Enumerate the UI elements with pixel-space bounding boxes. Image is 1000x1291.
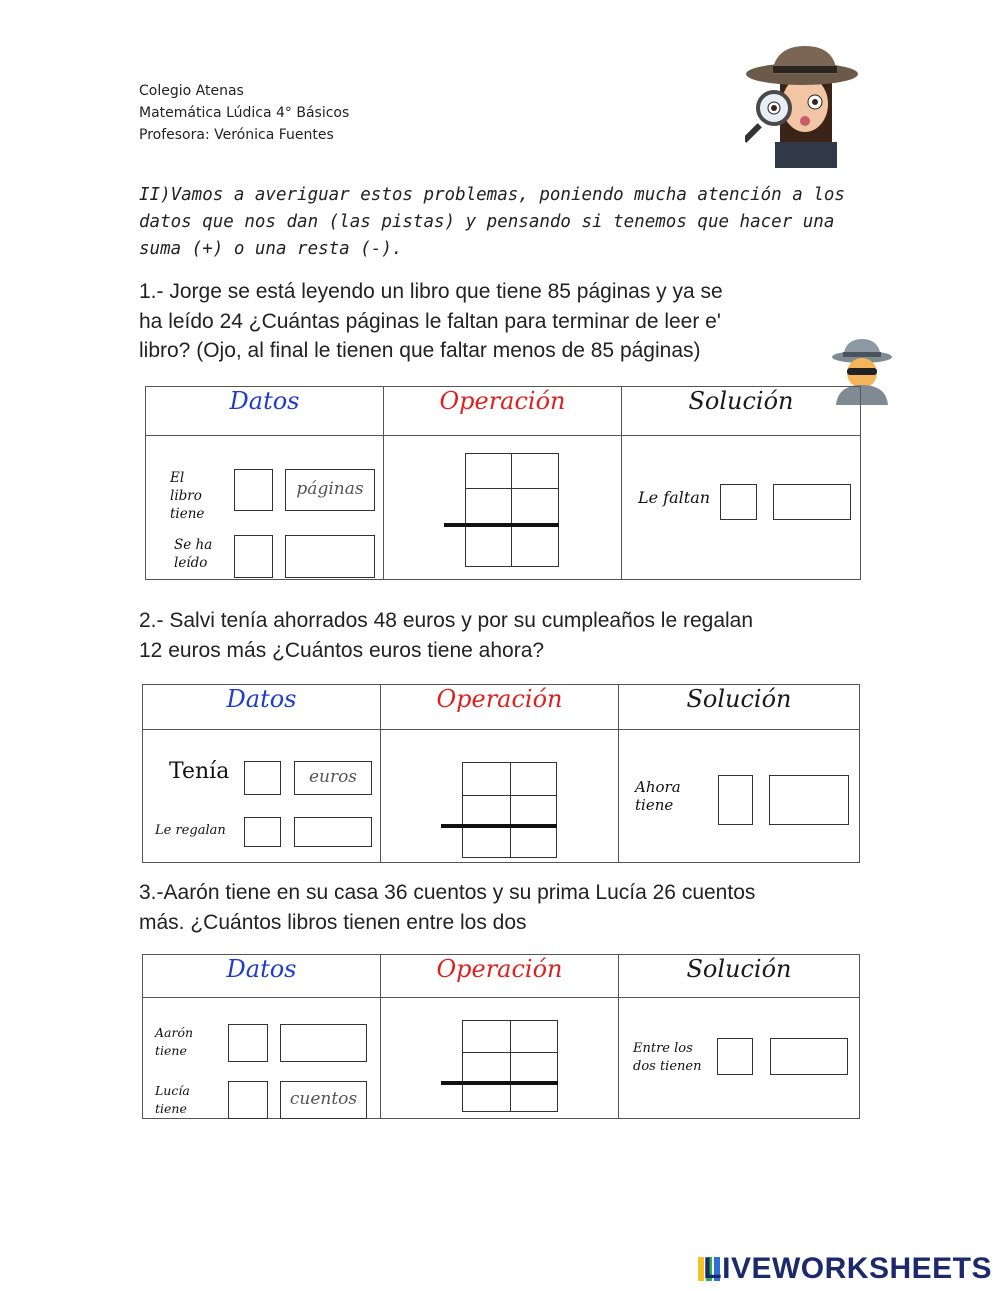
solucion-header: Solución <box>619 685 860 730</box>
operation-bar <box>444 523 559 527</box>
solution-label: Entre los dos tienen <box>633 1041 702 1074</box>
operacion-cell <box>381 998 619 1119</box>
solucion-header: Solución <box>619 955 860 998</box>
solucion-header: Solución <box>622 387 861 436</box>
datos-cell <box>146 436 384 580</box>
unit-box[interactable] <box>280 1024 367 1062</box>
data-label-2: Se ha leído <box>174 537 213 571</box>
data-label-1: Tenía <box>169 759 230 784</box>
answer-box[interactable] <box>234 469 273 511</box>
problem-3-line-1: 3.-Aarón tiene en su casa 36 cuentos y su prima Lucía 26 cuentos <box>139 881 756 904</box>
datos-header: Datos <box>143 955 381 998</box>
solution-label: Le faltan <box>638 488 711 507</box>
grid-divider <box>510 762 511 858</box>
problem-1-line-1: 1.- Jorge se está leyendo un libro que tiene 85 páginas y ya se <box>139 280 723 303</box>
unit-box[interactable] <box>294 817 372 847</box>
answer-box[interactable] <box>228 1081 268 1119</box>
grid-divider <box>510 1020 511 1112</box>
datos-cell <box>143 730 381 863</box>
solucion-cell <box>622 436 861 580</box>
intro-instructions: II)Vamos a averiguar estos problemas, poniendo mucha atención a los datos que nos dan (las pistas) y pensando si tenemos que hacer una suma (+) o una resta (-). <box>139 185 845 259</box>
operation-bar <box>441 824 557 828</box>
problem-2-table <box>142 684 860 863</box>
data-label-2: Le regalan <box>155 823 226 838</box>
datos-cell <box>143 998 381 1119</box>
subject-name: Matemática Lúdica 4° Básicos <box>139 105 350 121</box>
problem-3-table <box>142 954 860 1119</box>
unit-box[interactable]: cuentos <box>280 1081 367 1119</box>
grid-divider <box>462 1052 558 1053</box>
grid-divider <box>511 453 512 567</box>
solucion-cell <box>619 998 860 1119</box>
answer-box[interactable] <box>770 1038 848 1075</box>
grid-divider <box>462 795 557 796</box>
unit-box[interactable] <box>285 535 375 578</box>
unit-box[interactable]: páginas <box>285 469 375 511</box>
liveworksheets-brand: LIVEWORKSHEETS <box>703 1252 992 1285</box>
answer-box[interactable] <box>718 775 753 825</box>
problem-1-line-3: libro? (Ojo, al final le tienen que faltar menos de 85 páginas) <box>139 339 701 362</box>
datos-header: Datos <box>146 387 384 436</box>
operacion-header: Operación <box>381 955 619 998</box>
detective-avatar-icon <box>745 42 860 168</box>
datos-header: Datos <box>143 685 381 730</box>
teacher-name: Profesora: Verónica Fuentes <box>139 127 334 143</box>
answer-box[interactable] <box>228 1024 268 1062</box>
answer-box[interactable] <box>244 817 281 847</box>
answer-box[interactable] <box>244 761 281 795</box>
solucion-cell <box>619 730 860 863</box>
operacion-header: Operación <box>381 685 619 730</box>
grid-divider <box>465 488 559 489</box>
unit-box[interactable]: euros <box>294 761 372 795</box>
data-label-1: Aarón tiene <box>155 1025 194 1058</box>
data-label-1: El libro tiene <box>170 470 205 522</box>
problem-2-line-1: 2.- Salvi tenía ahorrados 48 euros y por su cumpleaños le regalan <box>139 609 754 632</box>
problem-1-line-2: ha leído 24 ¿Cuántas páginas le faltan para terminar de leer e' <box>139 309 721 333</box>
answer-box[interactable] <box>773 484 851 520</box>
problem-2-line-2: 12 euros más ¿Cuántos euros tiene ahora? <box>139 639 545 662</box>
problem-3-line-2: más. ¿Cuántos libros tienen entre los dos <box>139 911 527 934</box>
answer-box[interactable] <box>720 484 757 520</box>
operacion-header: Operación <box>384 387 622 436</box>
operation-bar <box>441 1081 558 1085</box>
operacion-cell <box>381 730 619 863</box>
answer-box[interactable] <box>234 535 273 578</box>
answer-box[interactable] <box>769 775 849 825</box>
problem-1-table <box>145 386 861 580</box>
operacion-cell <box>384 436 622 580</box>
school-name: Colegio Atenas <box>139 83 244 99</box>
solution-label: Ahora tiene <box>635 778 681 814</box>
data-label-2: Lucía tiene <box>155 1083 190 1116</box>
answer-box[interactable] <box>717 1038 753 1075</box>
